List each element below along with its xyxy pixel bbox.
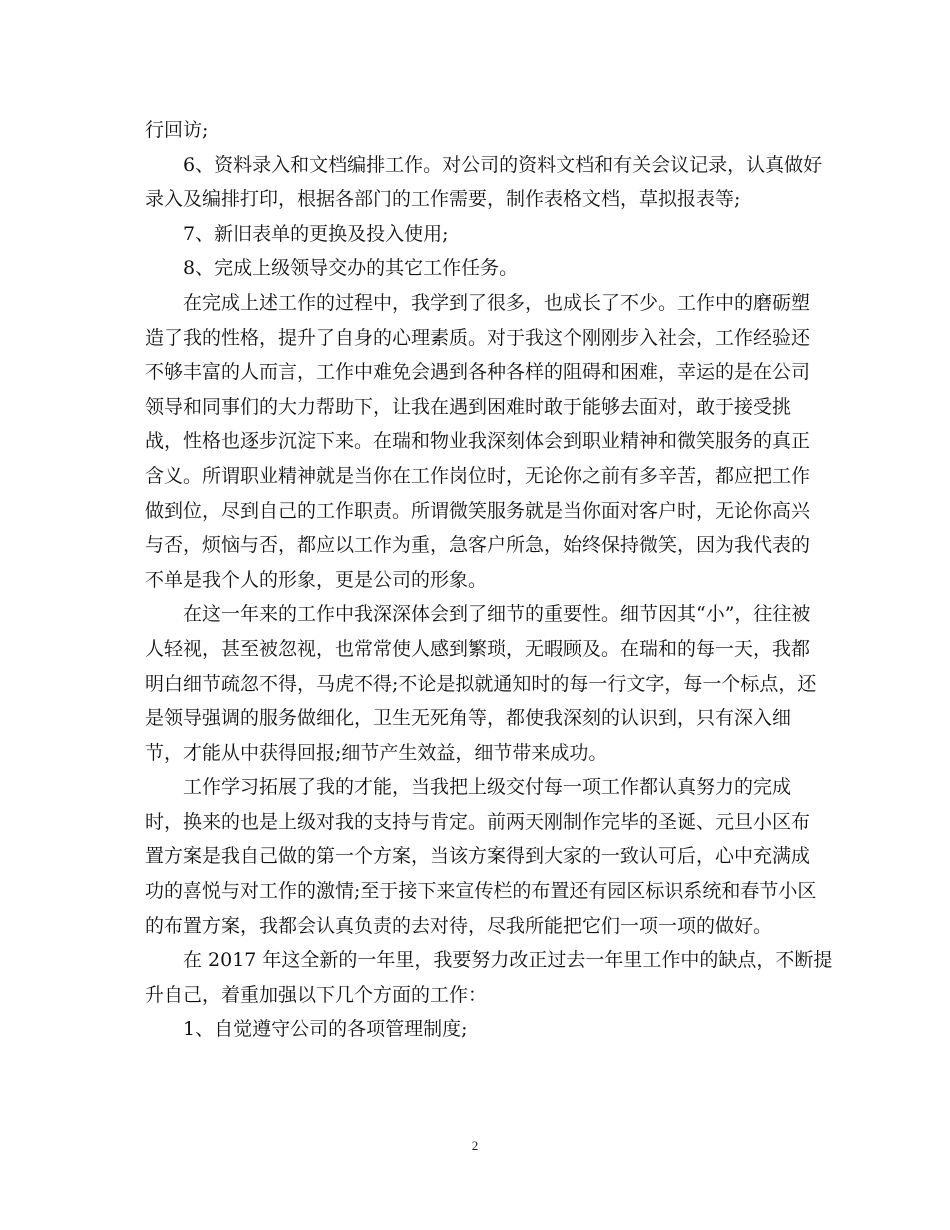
text-line: 明白细节疏忽不得，马虎不得;不论是拟就通知时的每一行文字，每一个标点，还 <box>145 672 817 695</box>
text-line: 节，才能从中获得回报;细节产生效益，细节带来成功。 <box>145 741 608 764</box>
text-line: 录入及编排打印，根据各部门的工作需要，制作表格文档，草拟报表等; <box>145 188 741 211</box>
text-line: 功的喜悦与对工作的激情;至于接下来宣传栏的布置还有园区标识系统和春节小区 <box>145 880 817 903</box>
page-number: 2 <box>471 1138 479 1153</box>
text-line: 不单是我个人的形象，更是公司的形象。 <box>145 568 488 591</box>
text-line: 是领导强调的服务做细化，卫生无死角等，都使我深刻的认识到，只有深入细 <box>145 707 792 730</box>
document-body <box>145 113 833 1047</box>
text-line: 升自己，着重加强以下几个方面的工作： <box>145 983 488 1006</box>
text-line: 时，换来的也是上级对我的支持与肯定。前两天刚制作完毕的圣诞、元旦小区布 <box>145 810 811 833</box>
text-line: 工作学习拓展了我的才能，当我把上级交付每一项工作都认真努力的完成 <box>183 776 792 799</box>
text-line: 行回访; <box>145 119 209 141</box>
text-line: 的布置方案，我都会认真负责的去对待，尽我所能把它们一项一项的做好。 <box>145 914 773 937</box>
text-line: 1、自觉遵守公司的各项管理制度; <box>183 1018 468 1041</box>
text-line: 与否，烦恼与否，都应以工作为重，急客户所急，始终保持微笑，因为我代表的 <box>145 534 811 557</box>
text-line: 战，性格也逐步沉淀下来。在瑞和物业我深刻体会到职业精神和微笑服务的真正 <box>145 430 811 453</box>
text-line: 7、新旧表单的更换及投入使用; <box>183 222 449 245</box>
text-line: 6、资料录入和文档编排工作。对公司的资料文档和有关会议记录，认真做好 <box>183 153 823 176</box>
text-line: 领导和同事们的大力帮助下，让我在遇到困难时敢于能够去面对，敢于接受挑 <box>145 395 792 418</box>
text-line: 不够丰富的人而言，工作中难免会遇到各种各样的阻碍和困难，幸运的是在公司 <box>145 361 811 384</box>
text-line: 含义。所谓职业精神就是当你在工作岗位时，无论你之前有多辛苦，都应把工作 <box>145 464 811 487</box>
text-line: 在 2017 年这全新的一年里，我要努力改正过去一年里工作中的缺点，不断提 <box>183 949 833 972</box>
text-line: 8、完成上级领导交办的其它工作任务。 <box>183 257 519 280</box>
text-line: 在完成上述工作的过程中，我学到了很多，也成长了不少。工作中的磨砺塑 <box>183 291 811 314</box>
text-line: 做到位，尽到自己的工作职责。所谓微笑服务就是当你面对客户时，无论你高兴 <box>145 499 811 522</box>
text-line: 置方案是我自己做的第一个方案，当该方案得到大家的一致认可后，心中充满成 <box>145 845 811 868</box>
text-line: 在这一年来的工作中我深深体会到了细节的重要性。细节因其“小”，往往被 <box>183 603 811 626</box>
text-line: 造了我的性格，提升了自身的心理素质。对于我这个刚刚步入社会，工作经验还 <box>145 326 811 349</box>
text-line: 人轻视，甚至被忽视，也常常使人感到繁琐，无暇顾及。在瑞和的每一天，我都 <box>145 637 811 660</box>
